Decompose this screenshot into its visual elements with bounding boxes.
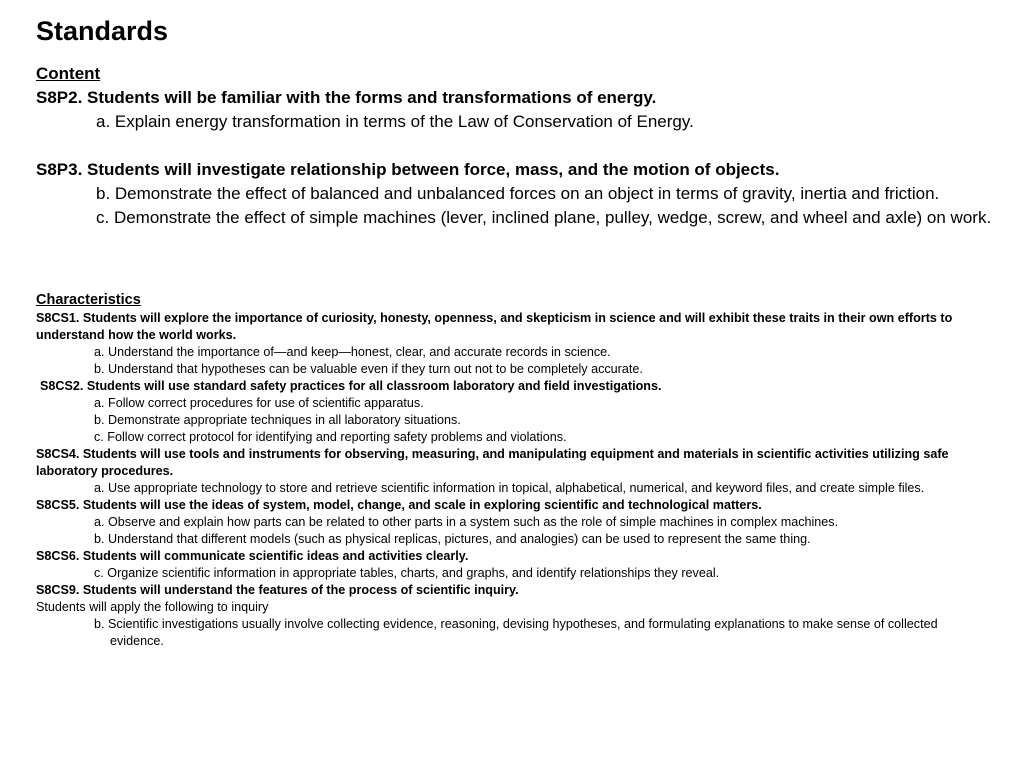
spacer (36, 134, 996, 158)
page-title: Standards (36, 16, 169, 46)
element-s8p2-a: a. Explain energy transformation in terms of the Law of Conservation of Energy. (96, 112, 694, 131)
element-s8p3-b: b. Demonstrate the effect of balanced and unbalanced forces on an object in terms of gravity, inertia and friction. (96, 184, 940, 203)
standard-s8cs1: S8CS1. Students will explore the importance of curiosity, honesty, openness, and skepticism in science and will exhibit these traits in their own efforts to understand how the world works. (36, 311, 953, 342)
element-s8cs2-b: b. Demonstrate appropriate techniques in all laboratory situations. (94, 413, 461, 427)
element-s8cs2-a: a. Follow correct procedures for use of scientific apparatus. (94, 396, 424, 410)
content-section (36, 62, 996, 230)
standard-s8cs4: S8CS4. Students will use tools and instruments for observing, measuring, and manipulating equipment and materials in scientific activities utilizing safe laboratory procedures. (36, 447, 949, 478)
element-s8cs1-a: a. Understand the importance of—and keep—honest, clear, and accurate records in science. (94, 345, 611, 359)
s8cs9-lead-text: Students will apply the following to inquiry (36, 600, 269, 614)
standard-s8cs9: S8CS9. Students will understand the features of the process of scientific inquiry. (36, 583, 519, 597)
content-heading: Content (36, 64, 101, 83)
element-s8cs6-c: c. Organize scientific information in appropriate tables, charts, and graphs, and identify relationships they reveal. (94, 566, 720, 580)
element-s8cs2-c: c. Follow correct protocol for identifying and reporting safety problems and violations. (94, 430, 567, 444)
standard-s8cs6: S8CS6. Students will communicate scientific ideas and activities clearly. (36, 549, 469, 563)
standard-s8cs5: S8CS5. Students will use the ideas of system, model, change, and scale in exploring scientific and technological matters. (36, 498, 762, 512)
element-s8p3-c: c. Demonstrate the effect of simple machines (lever, inclined plane, pulley, wedge, screw, and wheel and axle) on work. (96, 208, 992, 227)
element-s8cs5-b: b. Understand that different models (such as physical replicas, pictures, and analogies) can be used to represent the same thing. (94, 532, 811, 546)
element-s8cs1-b: b. Understand that hypotheses can be valuable even if they turn out not to be completely accurate. (94, 362, 643, 376)
element-s8cs9-b: b. Scientific investigations usually involve collecting evidence, reasoning, devising hypotheses, and formulating explanations to make sense of collected evidence. (94, 617, 938, 648)
characteristics-heading: Characteristics (36, 292, 141, 308)
standard-s8p3: S8P3. Students will investigate relationship between force, mass, and the motion of objects. (36, 160, 780, 179)
element-s8cs4-a: a. Use appropriate technology to store and retrieve scientific information in topical, alphabetical, numerical, and keyword files, and create simple files. (94, 481, 925, 495)
standard-s8cs2: S8CS2. Students will use standard safety practices for all classroom laboratory and field investigations. (40, 379, 662, 393)
characteristics-section (36, 291, 988, 650)
standard-s8p2: S8P2. Students will be familiar with the forms and transformations of energy. (36, 88, 657, 107)
element-s8cs5-a: a. Observe and explain how parts can be related to other parts in a system such as the role of simple machines in complex machines. (94, 515, 839, 529)
